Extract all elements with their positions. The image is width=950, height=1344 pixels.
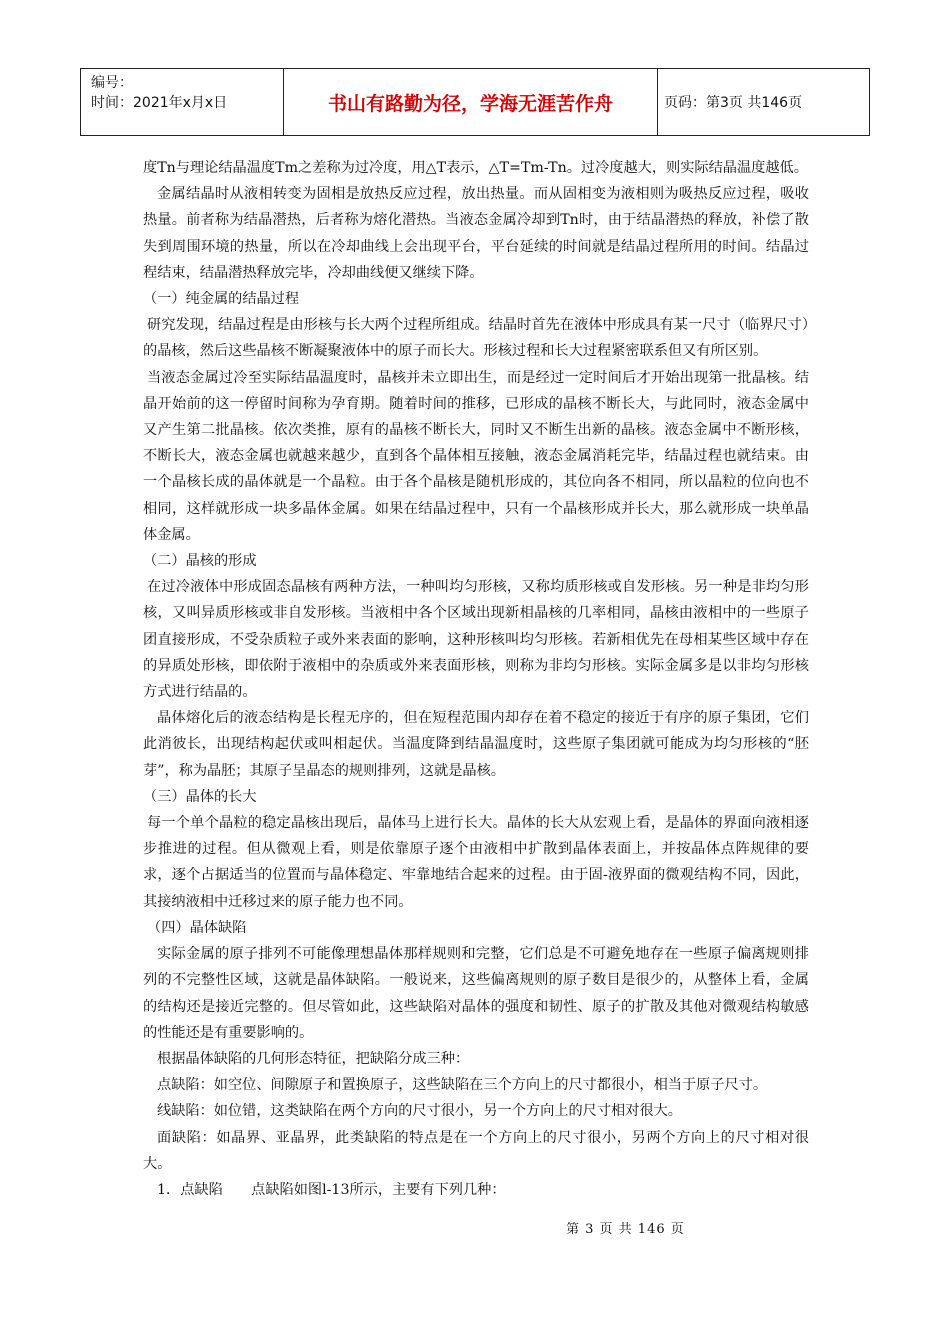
paragraph: 度Tn与理论结晶温度Tm之差称为过冷度，用△T表示，△T=Tm-Tn。过冷度越大，则实际结晶温度越低。 bbox=[143, 160, 808, 176]
paragraph: 根据晶体缺陷的几何形态特征，把缺陷分成三种： bbox=[157, 1050, 470, 1067]
paragraph: 每一个单个晶粒的稳定晶核出现后，晶体马上进行长大。晶体的长大从宏观上看，是晶体的界面向液相逐步推进的过程。但从微观上看，则是依靠原子逐个由液相中扩散到晶体表面上，并按晶体点阵规律的要求，逐个占据适当的位置而与晶体稳定、牢靠地结合起来的过程。由于固-液界面的微观结构不同，因此，其接纳液相中迁移过来的原子能力也不同。 bbox=[143, 815, 809, 910]
subsection-heading: 1．点缺陷 点缺陷如图l-13所示，主要有下列几种： bbox=[157, 1181, 506, 1198]
paragraph: 面缺陷：如晶界、亚晶界，此类缺陷的特点是在一个方向上的尺寸很小，另两个方向上的尺寸相对很大。 bbox=[143, 1129, 809, 1172]
paragraph: 晶体熔化后的液态结构是长程无序的，但在短程范围内却存在着不稳定的接近于有序的原子集团，它们此消彼长，出现结构起伏或叫相起伏。当温度降到结晶温度时，这些原子集团就可能成为均匀形核的“胚芽”，称为晶胚；其原子呈晶态的规则排列，这就是晶核。 bbox=[143, 710, 809, 779]
page-header bbox=[80, 68, 870, 136]
paragraph: 点缺陷：如空位、间隙原子和置换原子，这些缺陷在三个方向上的尺寸都很小，相当于原子尺寸。 bbox=[157, 1077, 768, 1094]
document-body bbox=[143, 155, 809, 1203]
page-footer: 第 3 页 共 146 页 bbox=[566, 1222, 685, 1237]
paragraph: 线缺陷：如位错，这类缺陷在两个方向的尺寸很小，另一个方向上的尺寸相对很大。 bbox=[157, 1103, 682, 1120]
paragraph: 在过冷液体中形成固态晶核有两种方法，一种叫均匀形核，又称均质形核或自发形核。另一种是非均匀形核，又叫异质形核或非自发形核。当液相中各个区域出现新相晶核的几率相同，晶核由液相中的一些原子团直接形成，不受杂质粒子或外来表面的影响，这种形核叫均匀形核。若新相优先在母相某些区域中存在的异质处形核，即依附于液相中的杂质或外来表面形核，则称为非均匀形核。实际金属多是以非均匀形核方式进行结晶的。 bbox=[143, 579, 809, 701]
number-label: 编号： bbox=[91, 75, 133, 91]
section-heading: （三）晶体的长大 bbox=[143, 788, 257, 805]
paragraph: 当液态金属过冷至实际结晶温度时，晶核并未立即出生，而是经过一定时间后才开始出现第一批晶核。结晶开始前的这一停留时间称为孕育期。随着时间的推移，已形成的晶核不断长大，与此同时，液态金属中又产生第二批晶核。依次类推，原有的晶核不断长大，同时又不断生出新的晶核。液态金属中不断形核，不断长大，液态金属也就越来越少，直到各个晶体相互接触，液态金属消耗完毕，结晶过程也就结束。由一个晶核长成的晶体就是一个晶粒。由于各个晶核是随机形成的，其位向各不相同，所以晶粒的位向也不相同，这样就形成一块多晶体金属。如果在结晶过程中，只有一个晶核形成并长大，那么就形成一块单晶体金属。 bbox=[143, 369, 809, 543]
header-page-info: 页码：第3页 共146页 bbox=[664, 95, 803, 111]
paragraph: 实际金属的原子排列不可能像理想晶体那样规则和完整，它们总是不可避免地存在一些原子偏离规则排列的不完整性区域，这就是晶体缺陷。一般说来，这些偏离规则的原子数目是很少的，从整体上看，金属的结构还是接近完整的。但尽管如此，这些缺陷对晶体的强度和韧性、原子的扩散及其他对微观结构敏感的性能还是有重要影响的。 bbox=[143, 946, 809, 1041]
header-motto: 书山有路勤为径，学海无涯苦作舟 bbox=[284, 69, 658, 135]
section-heading: （一）纯金属的结晶过程 bbox=[143, 291, 300, 308]
section-heading: （二）晶核的形成 bbox=[143, 553, 257, 570]
paragraph: 金属结晶时从液相转变为固相是放热反应过程，放出热量。而从固相变为液相则为吸热反应过程，吸收热量。前者称为结晶潜热，后者称为熔化潜热。当液态金属冷却到Tn时，由于结晶潜热的释放，补偿了散失到周围环境的热量，所以在冷却曲线上会出现平台，平台延续的时间就是结晶过程所用的时间。结晶过程结束，结晶潜热释放完毕，冷却曲线便又继续下降。 bbox=[143, 186, 809, 281]
header-meta bbox=[81, 69, 284, 135]
paragraph: 研究发现，结晶过程是由形核与长大两个过程所组成。结晶时首先在液体中形成具有某一尺寸（临界尺寸）的晶核，然后这些晶核不断凝聚液体中的原子而长大。形核过程和长大过程紧密联系但又有所区别。 bbox=[143, 317, 809, 360]
section-heading: （四）晶体缺陷 bbox=[147, 919, 247, 936]
time-label: 时间：2021年x月x日 bbox=[91, 95, 228, 111]
